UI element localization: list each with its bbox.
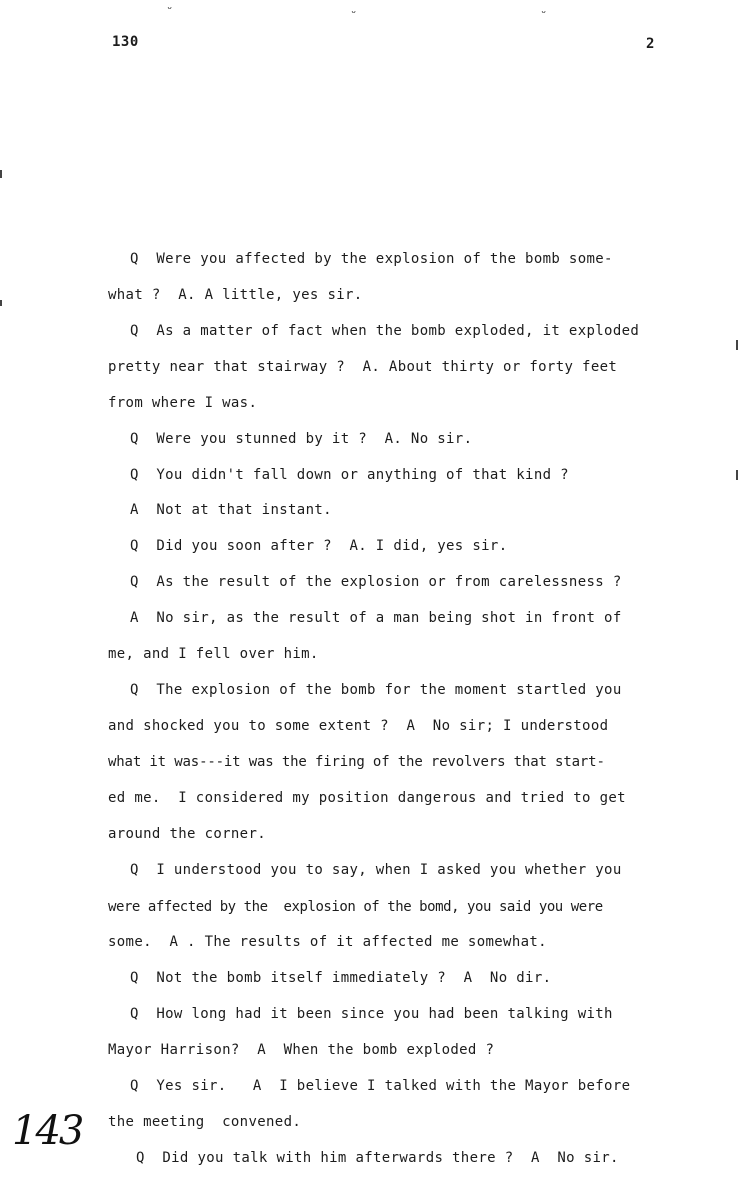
punch-mark: ᵕ xyxy=(166,2,174,16)
transcript-line: Q How long had it been since you had been talking with xyxy=(130,1006,613,1022)
transcript-line: Q Did you soon after ? A. I did, yes sir. xyxy=(130,538,508,554)
transcript-line: Q Not the bomb itself immediately ? A No dir. xyxy=(130,970,552,986)
margin-mark xyxy=(0,170,2,178)
transcript-line: Q Yes sir. A I believe I talked with the Mayor before xyxy=(130,1078,631,1094)
transcript-line: and shocked you to some extent ? A No sir; I understood xyxy=(108,718,609,734)
page-number-left: 130 xyxy=(112,34,139,50)
transcript-line: some. A . The results of it affected me somewhat. xyxy=(108,934,547,950)
transcript-line: Mayor Harrison? A When the bomb exploded ? xyxy=(108,1042,495,1058)
page-number-right: 2 xyxy=(646,36,655,52)
transcript-line: Q As the result of the explosion or from carelessness ? xyxy=(130,574,622,590)
transcript-line: from where I was. xyxy=(108,395,258,411)
transcript-line: A No sir, as the result of a man being shot in front of xyxy=(130,610,622,626)
transcript-line: what ? A. A little, yes sir. xyxy=(108,287,363,303)
transcript-line: around the corner. xyxy=(108,826,267,842)
transcript-line: Q Were you affected by the explosion of the bomb some- xyxy=(130,251,613,267)
transcript-line: Q The explosion of the bomb for the moment startled you xyxy=(130,682,622,698)
transcript-line: Q Did you talk with him afterwards there ? A No sir. xyxy=(136,1150,619,1166)
handwritten-page-number: 143 xyxy=(12,1108,83,1154)
transcript-line: A Not at that instant. xyxy=(130,502,332,518)
transcript-line: me, and I fell over him. xyxy=(108,646,319,662)
transcript-line: were affected by the explosion of the bomd, you said you were xyxy=(108,899,603,915)
punch-mark: ᵕ xyxy=(540,6,548,20)
transcript-line: pretty near that stairway ? A. About thirty or forty feet xyxy=(108,359,618,375)
punch-mark: ᵕ xyxy=(350,6,358,20)
transcript-line: what it was---it was the firing of the revolvers that start- xyxy=(108,754,605,770)
transcript-line: Q I understood you to say, when I asked you whether you xyxy=(130,862,622,878)
margin-mark xyxy=(736,340,738,350)
transcript-line: the meeting convened. xyxy=(108,1114,302,1130)
transcript-line: ed me. I considered my position dangerous and tried to get xyxy=(108,790,626,806)
transcript-line: Q You didn't fall down or anything of that kind ? xyxy=(130,467,569,483)
transcript-line: Q As a matter of fact when the bomb exploded, it exploded xyxy=(130,323,640,339)
transcript-line: Q Were you stunned by it ? A. No sir. xyxy=(130,431,473,447)
